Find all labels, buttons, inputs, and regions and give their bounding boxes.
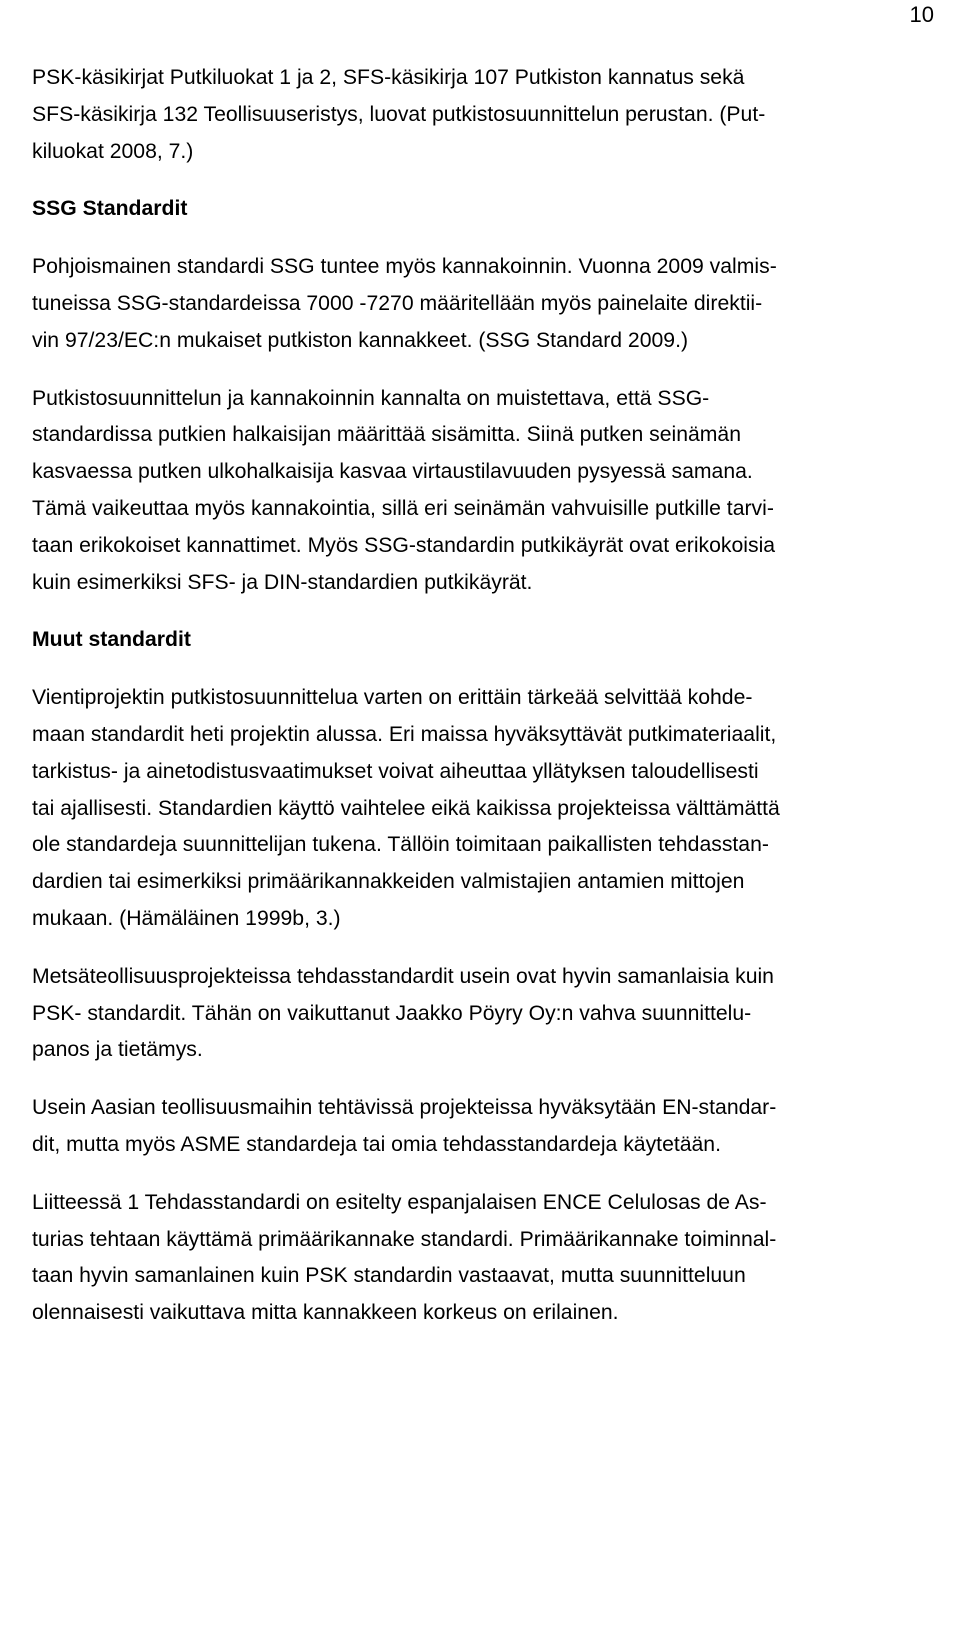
text-line: kuin esimerkiksi SFS- ja DIN-standardien putkikäyrät. xyxy=(32,570,533,594)
text-line: tarkistus- ja ainetodistusvaatimukset voivat aiheuttaa yllätyksen taloudellisesti xyxy=(32,759,759,783)
text-line: vin 97/23/EC:n mukaiset putkiston kannakkeet. (SSG Standard 2009.) xyxy=(32,328,689,352)
paragraph-export-projects xyxy=(32,680,940,938)
text-line: PSK- standardit. Tähän on vaikuttanut Jaakko Pöyry Oy:n vahva suunnittelu- xyxy=(32,1001,752,1025)
text-line: SFS-käsikirja 132 Teollisuuseristys, luovat putkistosuunnittelun perustan. (Put- xyxy=(32,102,766,126)
text-line: olennaisesti vaikuttava mitta kannakkeen korkeus on erilainen. xyxy=(32,1301,619,1325)
text-line: kiluokat 2008, 7.) xyxy=(32,139,194,163)
document-body xyxy=(32,60,940,1332)
text-line: Liitteessä 1 Tehdasstandardi on esitelty espanjalaisen ENCE Celulosas de As- xyxy=(32,1190,767,1214)
text-line: Tämä vaikeuttaa myös kannakointia, sillä eri seinämän vahvuisille putkille tarvi- xyxy=(32,496,774,520)
section-heading-other-standards: Muut standardit xyxy=(32,628,191,652)
text-line: ole standardeja suunnittelijan tukena. Tällöin toimitaan paikallisten tehdasstan- xyxy=(32,833,769,857)
text-line: panos ja tietämys. xyxy=(32,1038,203,1062)
page-number: 10 xyxy=(909,2,934,27)
text-line: Putkistosuunnittelun ja kannakoinnin kannalta on muistettava, että SSG- xyxy=(32,386,710,410)
paragraph-forest-industry xyxy=(32,959,940,1069)
text-line: PSK-käsikirjat Putkiluokat 1 ja 2, SFS-käsikirja 107 Putkiston kannatus sekä xyxy=(32,66,745,89)
text-line: Vientiprojektin putkistosuunnittelua varten on erittäin tärkeää selvittää kohde- xyxy=(32,686,753,710)
section-heading-ssg: SSG Standardit xyxy=(32,197,188,221)
text-line: kasvaessa putken ulkohalkaisija kasvaa virtaustilavuuden pysyessä samana. xyxy=(32,460,753,484)
text-line: maan standardit heti projektin alussa. Eri maissa hyväksyttävät putkimateriaalit, xyxy=(32,722,777,746)
text-line: tai ajallisesti. Standardien käyttö vaihtelee eikä kaikissa projekteissa välttämättä xyxy=(32,796,780,820)
text-line: mukaan. (Hämäläinen 1999b, 3.) xyxy=(32,906,341,930)
paragraph-psk-handbooks xyxy=(32,60,940,170)
text-line: Metsäteollisuusprojekteissa tehdasstandardit usein ovat hyvin samanlaisia kuin xyxy=(32,964,774,988)
text-line: standardissa putkien halkaisijan määrittää sisämitta. Siinä putken seinämän xyxy=(32,423,741,447)
paragraph-asia-projects xyxy=(32,1090,940,1164)
text-line: turias tehtaan käyttämä primäärikannake standardi. Primäärikannake toiminnal- xyxy=(32,1227,777,1251)
text-line: dardien tai esimerkiksi primäärikannakkeiden valmistajien antamien mittojen xyxy=(32,870,745,894)
text-line: tuneissa SSG-standardeissa 7000 -7270 määritellään myös painelaite direktii- xyxy=(32,291,763,315)
text-line: dit, mutta myös ASME standardeja tai omia tehdasstandardeja käytetään. xyxy=(32,1132,721,1156)
paragraph-ssg-dimensions xyxy=(32,381,940,602)
paragraph-appendix-reference xyxy=(32,1185,940,1332)
text-line: Pohjoismainen standardi SSG tuntee myös kannakoinnin. Vuonna 2009 valmis- xyxy=(32,255,777,279)
text-line: Usein Aasian teollisuusmaihin tehtävissä projekteissa hyväksytään EN-standar- xyxy=(32,1096,777,1120)
paragraph-ssg-intro xyxy=(32,249,940,359)
text-line: taan hyvin samanlainen kuin PSK standardin vastaavat, mutta suunnitteluun xyxy=(32,1264,746,1288)
text-line: taan erikokoiset kannattimet. Myös SSG-standardin putkikäyrät ovat erikokoisia xyxy=(32,533,776,557)
